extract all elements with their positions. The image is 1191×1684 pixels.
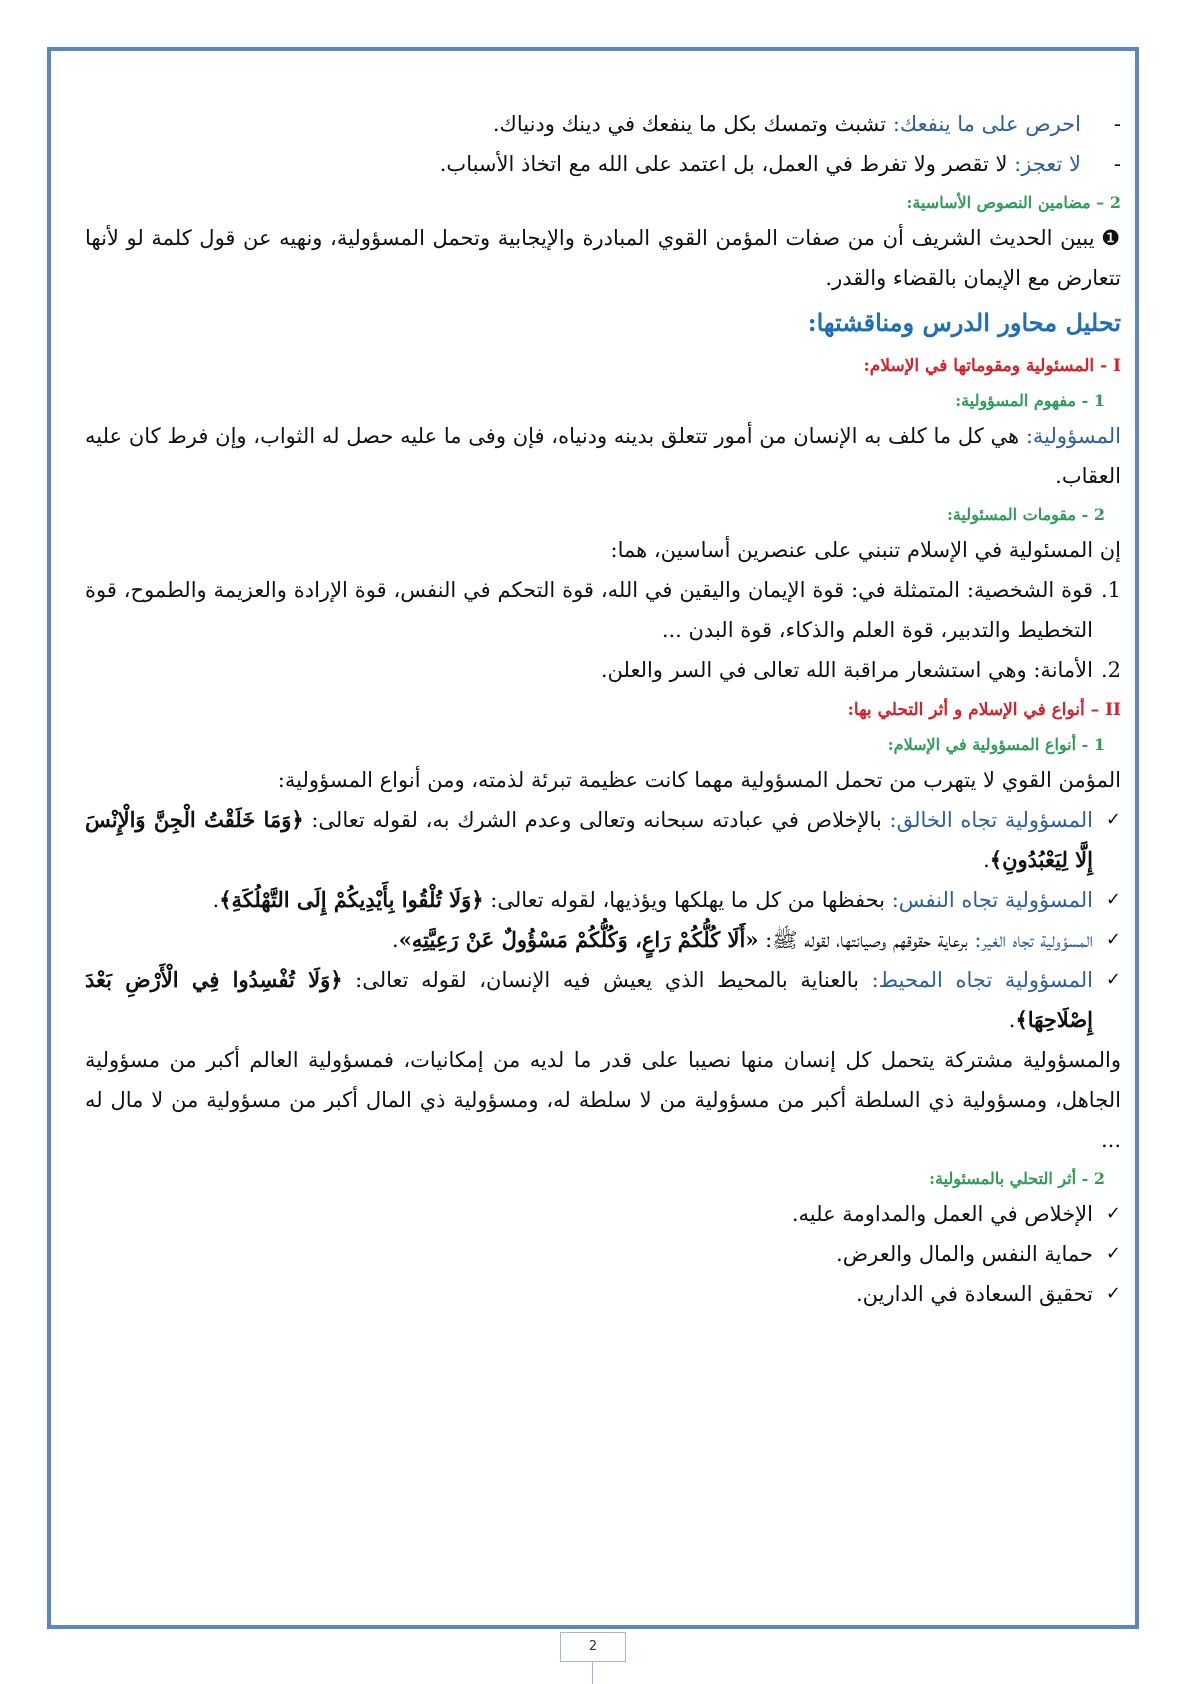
term-text: لا تقصر ولا تفرط في العمل، بل اعتمد على الله مع اتخاذ الأسباب.: [439, 152, 1015, 176]
type-text: بحفظها من كل ما يهلكها ويؤذيها، لقوله تعالى:: [483, 888, 892, 912]
check-icon: ✓: [1105, 969, 1121, 990]
responsibility-type-environment: ✓ المسؤولية تجاه المحيط: بالعناية بالمحيط الذي يعيش فيه الإنسان، لقوله تعالى: ﴿وَلَا تُفْسِدُوا فِي الْأَرْضِ بَعْدَ إِصْلَاحِهَا﴾.: [85, 960, 1121, 1040]
quran-quote: ﴿وَمَا خَلَقْتُ الْجِنَّ وَالْإِنْسَ إِلَّا لِيَعْبُدُونِ﴾: [85, 807, 1093, 872]
pillar-item-1: [85, 570, 1121, 650]
definition-paragraph: [85, 416, 1121, 496]
page-content: [85, 104, 1121, 1314]
dash-marker: -: [1113, 112, 1121, 136]
quran-quote: ﴿وَلَا تُلْقُوا بِأَيْدِيكُمْ إِلَى التَّهْلُكَةِ﴾: [219, 887, 484, 912]
pillar-item-2: [85, 650, 1121, 690]
item-text: الأمانة: وهي استشعار مراقبة الله تعالى في السر والعلن.: [600, 658, 1093, 682]
shared-responsibility-paragraph: والمسؤولية مشتركة يتحمل كل إنسان منها نصيبا على قدر ما لديه من إمكانيات، فمسؤولية العالم أكبر من مسؤولية الجاهل، ومسؤولية ذي السلطة أكبر من مسؤولية من لا سلطة له، ومسؤولية ذي المال أكبر من مسؤولية من لا مال له ...: [85, 1048, 1121, 1152]
page-number: 2: [560, 1632, 626, 1662]
effect-item: ✓ حماية النفس والمال والعرض.: [85, 1234, 1121, 1274]
main-heading: تحليل محاور الدرس ومناقشتها:: [807, 308, 1121, 337]
item-number: 1.: [1100, 578, 1121, 602]
effect-item: ✓ الإخلاص في العمل والمداومة عليه.: [85, 1194, 1121, 1234]
part2-subheading-types: 1 - أنواع المسؤولية في الإسلام:: [887, 735, 1105, 754]
hadith-quote: «أَلَا كُلُّكُمْ رَاعٍ، وَكُلُّكُمْ مَسْؤُولٌ عَنْ رَعِيَّتِهِ»: [398, 927, 759, 952]
hadith-explanation-line-2: [85, 144, 1121, 184]
term-label: احرص على ما ينفعك:: [892, 112, 1081, 136]
type-text: بالعناية بالمحيط الذي يعيش فيه الإنسان، لقوله تعالى:: [342, 968, 872, 992]
type-label: المسؤولية تجاه المحيط:: [871, 968, 1093, 992]
part1-subheading-pillars: 2 - مقومات المسئولية:: [946, 505, 1105, 524]
effect-item: ✓ تحقيق السعادة في الدارين.: [85, 1274, 1121, 1314]
part1-heading: I - المسئولية ومقوماتها في الإسلام:: [863, 356, 1121, 376]
item-number: 2.: [1100, 658, 1121, 682]
part2-heading: II – أنواع في الإسلام و أثر التحلي بها:: [847, 700, 1121, 720]
page-number-connector: [592, 1662, 593, 1684]
dash-marker: -: [1113, 152, 1121, 176]
pillars-intro: إن المسئولية في الإسلام تنبني على عنصرين أساسين، هما:: [610, 538, 1121, 562]
term-label: لا تعجز:: [1014, 152, 1081, 176]
type-label: المسؤولية تجاه الغير:: [974, 928, 1093, 952]
type-text: برعاية حقوقهم وصيانتها، لقوله ﷺ:: [758, 928, 975, 952]
section-heading-contents: 2 – مضامين النصوص الأساسية:: [906, 193, 1121, 212]
check-icon: ✓: [1105, 1283, 1121, 1304]
type-label: المسؤولية تجاه الخالق:: [889, 808, 1093, 832]
numbered-bullet-icon: ❶: [1101, 226, 1122, 250]
hadith-explanation-line-1: [85, 104, 1121, 144]
check-icon: ✓: [1105, 929, 1121, 950]
definition-text: هي كل ما كلف به الإنسان من أمور تتعلق بدينه ودنياه، فإن وفى ما عليه حصل له الثواب، وإن فرط كان عليه العقاب.: [85, 424, 1121, 488]
check-icon: ✓: [1105, 1243, 1121, 1264]
contents-paragraph: [85, 218, 1121, 298]
type-text: بالإخلاص في عبادته سبحانه وتعالى وعدم الشرك به، لقوله تعالى:: [303, 808, 890, 832]
quran-quote: ﴿وَلَا تُفْسِدُوا فِي الْأَرْضِ بَعْدَ إِصْلَاحِهَا﴾: [85, 967, 1093, 1032]
types-intro: المؤمن القوي لا يتهرب من تحمل المسؤولية مهما كانت عظيمة تبرئة لذمته، ومن أنواع المسؤولية:: [277, 768, 1121, 792]
responsibility-type-creator: ✓ المسؤولية تجاه الخالق: بالإخلاص في عبادته سبحانه وتعالى وعدم الشرك به، لقوله تعالى: ﴿وَمَا خَلَقْتُ الْجِنَّ وَالْإِنْسَ إِلَّا لِيَعْبُدُونِ﴾.: [85, 800, 1121, 880]
check-icon: ✓: [1105, 889, 1121, 910]
term-text: تشبث وتمسك بكل ما ينفعك في دينك ودنياك.: [492, 112, 893, 136]
responsibility-type-others: ✓ المسؤولية تجاه الغير: برعاية حقوقهم وصيانتها، لقوله ﷺ: «أَلَا كُلُّكُمْ رَاعٍ، وَكُلُّكُمْ مَسْؤُولٌ عَنْ رَعِيَّتِهِ».: [85, 920, 1121, 960]
definition-label: المسؤولية:: [1025, 424, 1121, 448]
responsibility-type-self: ✓ المسؤولية تجاه النفس: بحفظها من كل ما يهلكها ويؤذيها، لقوله تعالى: ﴿وَلَا تُلْقُوا بِأَيْدِيكُمْ إِلَى التَّهْلُكَةِ﴾.: [85, 880, 1121, 920]
item-text: قوة الشخصية: المتمثلة في: قوة الإيمان واليقين في الله، قوة التحكم في النفس، قوة الإرادة والعزيمة والطموح، قوة التخطيط والتدبير، قوة العلم والذكاء، قوة البدن ...: [85, 578, 1093, 642]
part2-subheading-effects: 2 - أثر التحلي بالمسئولية:: [929, 1169, 1105, 1188]
part1-subheading-concept: 1 - مفهوم المسؤولية:: [955, 391, 1105, 410]
check-icon: ✓: [1105, 1203, 1121, 1224]
contents-text: يبين الحديث الشريف أن من صفات المؤمن القوي المبادرة والإيجابية وتحمل المسؤولية، ونهيه عن قول كلمة لو لأنها تتعارض مع الإيمان بالقضاء والقدر.: [85, 226, 1121, 290]
type-label: المسؤولية تجاه النفس:: [891, 888, 1093, 912]
check-icon: ✓: [1105, 809, 1121, 830]
